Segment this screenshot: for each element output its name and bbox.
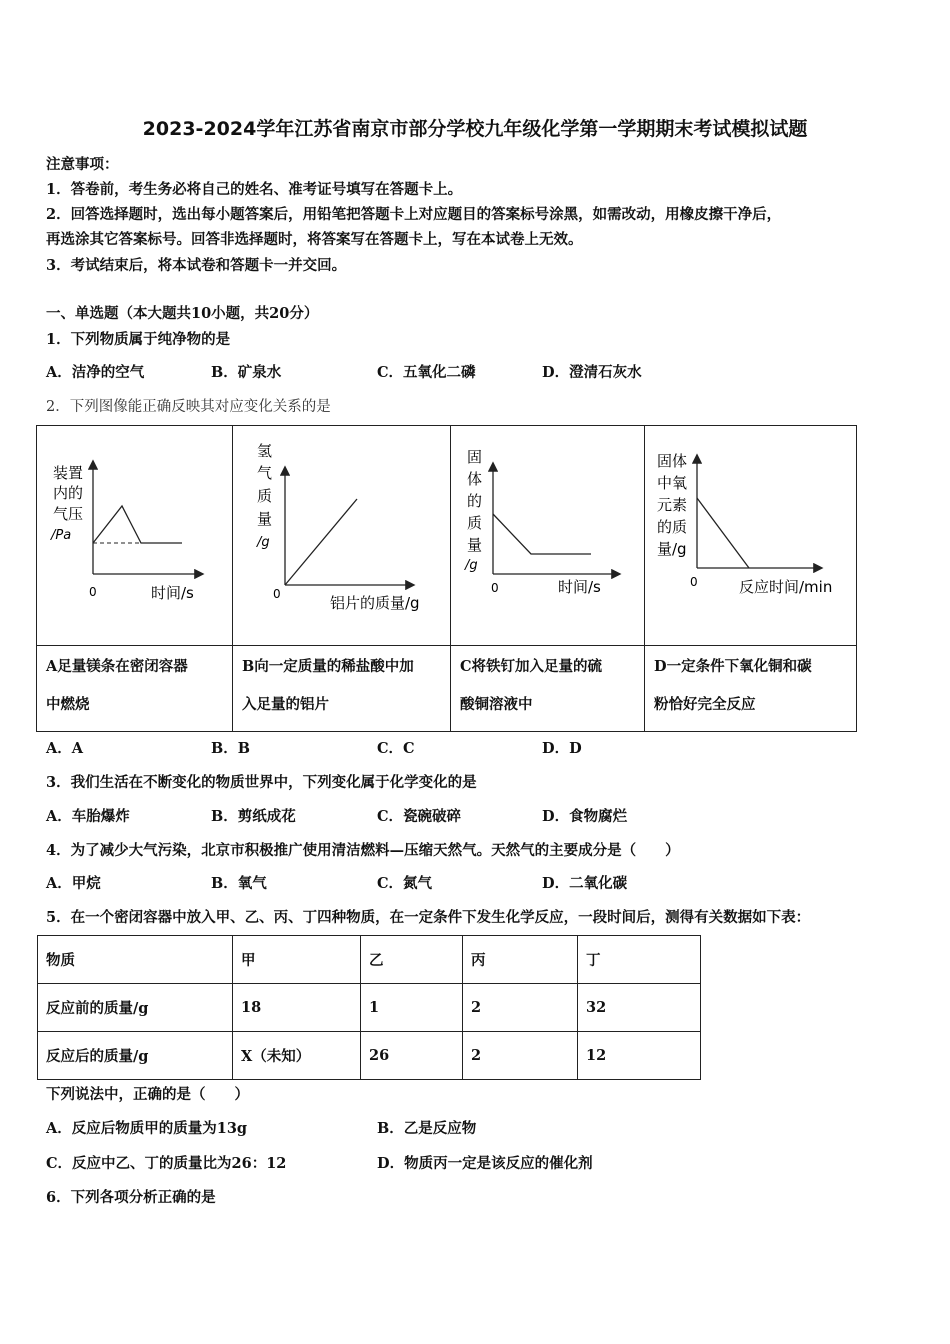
q1-option-d[interactable]: D．澄清石灰水 [542,364,642,381]
question-3-stem: 3．我们生活在不断变化的物质世界中，下列变化属于化学变化的是 [46,774,477,791]
chart-b-caption: B向一定质量的稀盐酸中加 入足量的铝片 [242,658,414,713]
q3-option-c[interactable]: C．瓷碗破碎 [377,808,462,825]
table-header-cell: 乙 [361,936,463,984]
chart-c-ylabel: 固 [467,448,483,466]
chart-d [645,426,857,645]
q4-option-b[interactable]: B．氧气 [211,875,267,892]
q3-option-b[interactable]: B．剪纸成花 [211,808,296,825]
q2-option-b[interactable]: B．B [211,740,251,757]
chart-c-ylabel: 体 [467,470,483,488]
q2-option-a[interactable]: A．A [46,740,84,757]
table-header-row [38,936,701,984]
chart-a-ylabel: 内的 [53,484,84,502]
chart-a-origin: 0 [89,585,97,599]
chart-d-ylabel: 元素 [657,496,688,514]
chart-c-origin: 0 [491,581,499,595]
notice-item: 1．答卷前，考生务必将自己的姓名、准考证号填写在答题卡上。 [46,181,463,198]
chart-c-curve [493,514,591,554]
table-row [38,1032,701,1080]
chart-b-ylabel: 量 [257,510,273,528]
q3-option-d[interactable]: D．食物腐烂 [542,808,628,825]
chart-b-ylabel: /g [257,535,270,550]
table-cell: 26 [361,1032,463,1080]
q5-option-a[interactable]: A．反应后物质甲的质量为13g [46,1120,248,1137]
question-5-stem: 5．在一个密闭容器中放入甲、乙、丙、丁四种物质，在一定条件下发生化学反应，一段时间后，测得有关数据如下表： [46,909,811,926]
q4-option-d[interactable]: D．二氧化碳 [542,875,628,892]
chart-d-ylabel: 固体 [657,452,688,470]
table-cell: 1 [361,984,463,1032]
table-header-cell: 丙 [463,936,578,984]
chart-a-xlabel: 时间/s [151,584,194,602]
chart-b-xlabel: 铝片的质量/g [330,594,420,612]
q5-option-b[interactable]: B．乙是反应物 [377,1120,477,1137]
question-5-followup: 下列说法中，正确的是（ ） [46,1086,249,1103]
notice-heading: 注意事项： [46,156,119,173]
chart-d-caption: D一定条件下氧化铜和碳 粉恰好完全反应 [654,658,812,713]
chart-b [233,426,450,645]
table-row [38,984,701,1032]
q3-option-a[interactable]: A．车胎爆炸 [46,808,130,825]
mass-data-table [37,935,701,1080]
chart-b-curve [285,499,357,585]
question-2-stem: 2．下列图像能正确反映其对应变化关系的是 [46,399,331,415]
chart-d-ylabel: 量/g [657,540,687,558]
chart-c [451,426,644,645]
chart-a-curve [93,506,182,543]
q1-option-b[interactable]: B．矿泉水 [211,364,282,381]
question-6-stem: 6．下列各项分析正确的是 [46,1189,216,1206]
table-cell: X（未知） [233,1032,361,1080]
chart-a-ylabel: 气压 [53,505,84,523]
table-header-cell: 甲 [233,936,361,984]
chart-a-caption: A足量镁条在密闭容器 中燃烧 [46,658,188,713]
chart-c-ylabel: 质 [467,514,483,532]
table-header-cell: 物质 [38,936,233,984]
q1-option-c[interactable]: C．五氧化二磷 [377,364,476,381]
page-title: 2023-2024学年江苏省南京市部分学校九年级化学第一学期期末考试模拟试题 [142,118,808,140]
chart-d-ylabel: 的质 [657,518,688,536]
chart-c-ylabel: 量 [467,536,483,554]
table-cell: 32 [578,984,701,1032]
notice-item: 再选涂其它答案标号。回答非选择题时，将答案写在答题卡上，写在本试卷上无效。 [46,231,583,248]
chart-b-ylabel: 氢 [257,442,273,460]
question-4-stem: 4．为了减少大气污染，北京市积极推广使用清洁燃料—压缩天然气。天然气的主要成分是（ ） [46,842,680,859]
table-cell: 2 [463,984,578,1032]
chart-c-xlabel: 时间/s [558,578,601,596]
chart-a-ylabel: 装置 [53,464,84,482]
chart-c-caption: C将铁钉加入足量的硫 酸铜溶液中 [460,658,603,713]
chart-d-ylabel: 中氧 [657,474,688,492]
chart-a-ylabel: /Pa [51,528,72,543]
chart-b-ylabel: 质 [257,487,273,505]
table-cell: 18 [233,984,361,1032]
q5-option-d[interactable]: D．物质丙一定是该反应的催化剂 [377,1155,593,1172]
table-cell: 12 [578,1032,701,1080]
notice-item: 2．回答选择题时，选出每小题答案后，用铅笔把答题卡上对应题目的答案标号涂黑，如需改动，用橡皮擦干净后， [46,206,782,223]
q4-option-a[interactable]: A．甲烷 [46,875,101,892]
notice-item: 3．考试结束后，将本试卷和答题卡一并交回。 [46,257,347,274]
table-cell: 反应后的质量/g [38,1032,233,1080]
q2-option-d[interactable]: D．D [542,740,582,757]
chart-options-table [36,425,857,732]
chart-d-origin: 0 [690,575,698,589]
table-cell: 反应前的质量/g [38,984,233,1032]
chart-c-ylabel: /g [465,558,478,573]
table-header-cell: 丁 [578,936,701,984]
chart-d-curve [697,498,749,568]
q4-option-c[interactable]: C．氮气 [377,875,433,892]
chart-b-origin: 0 [273,587,281,601]
question-1-stem: 1．下列物质属于纯净物的是 [46,331,231,348]
chart-b-ylabel: 气 [257,464,273,482]
q5-option-c[interactable]: C．反应中乙、丁的质量比为26：12 [46,1155,287,1172]
chart-d-xlabel: 反应时间/min [739,578,833,596]
section-heading: 一、单选题（本大题共10小题，共20分） [46,305,319,322]
chart-c-ylabel: 的 [467,492,483,510]
q2-option-c[interactable]: C．C [377,740,415,757]
chart-a [37,426,232,645]
table-cell: 2 [463,1032,578,1080]
q1-option-a[interactable]: A．洁净的空气 [46,364,145,381]
